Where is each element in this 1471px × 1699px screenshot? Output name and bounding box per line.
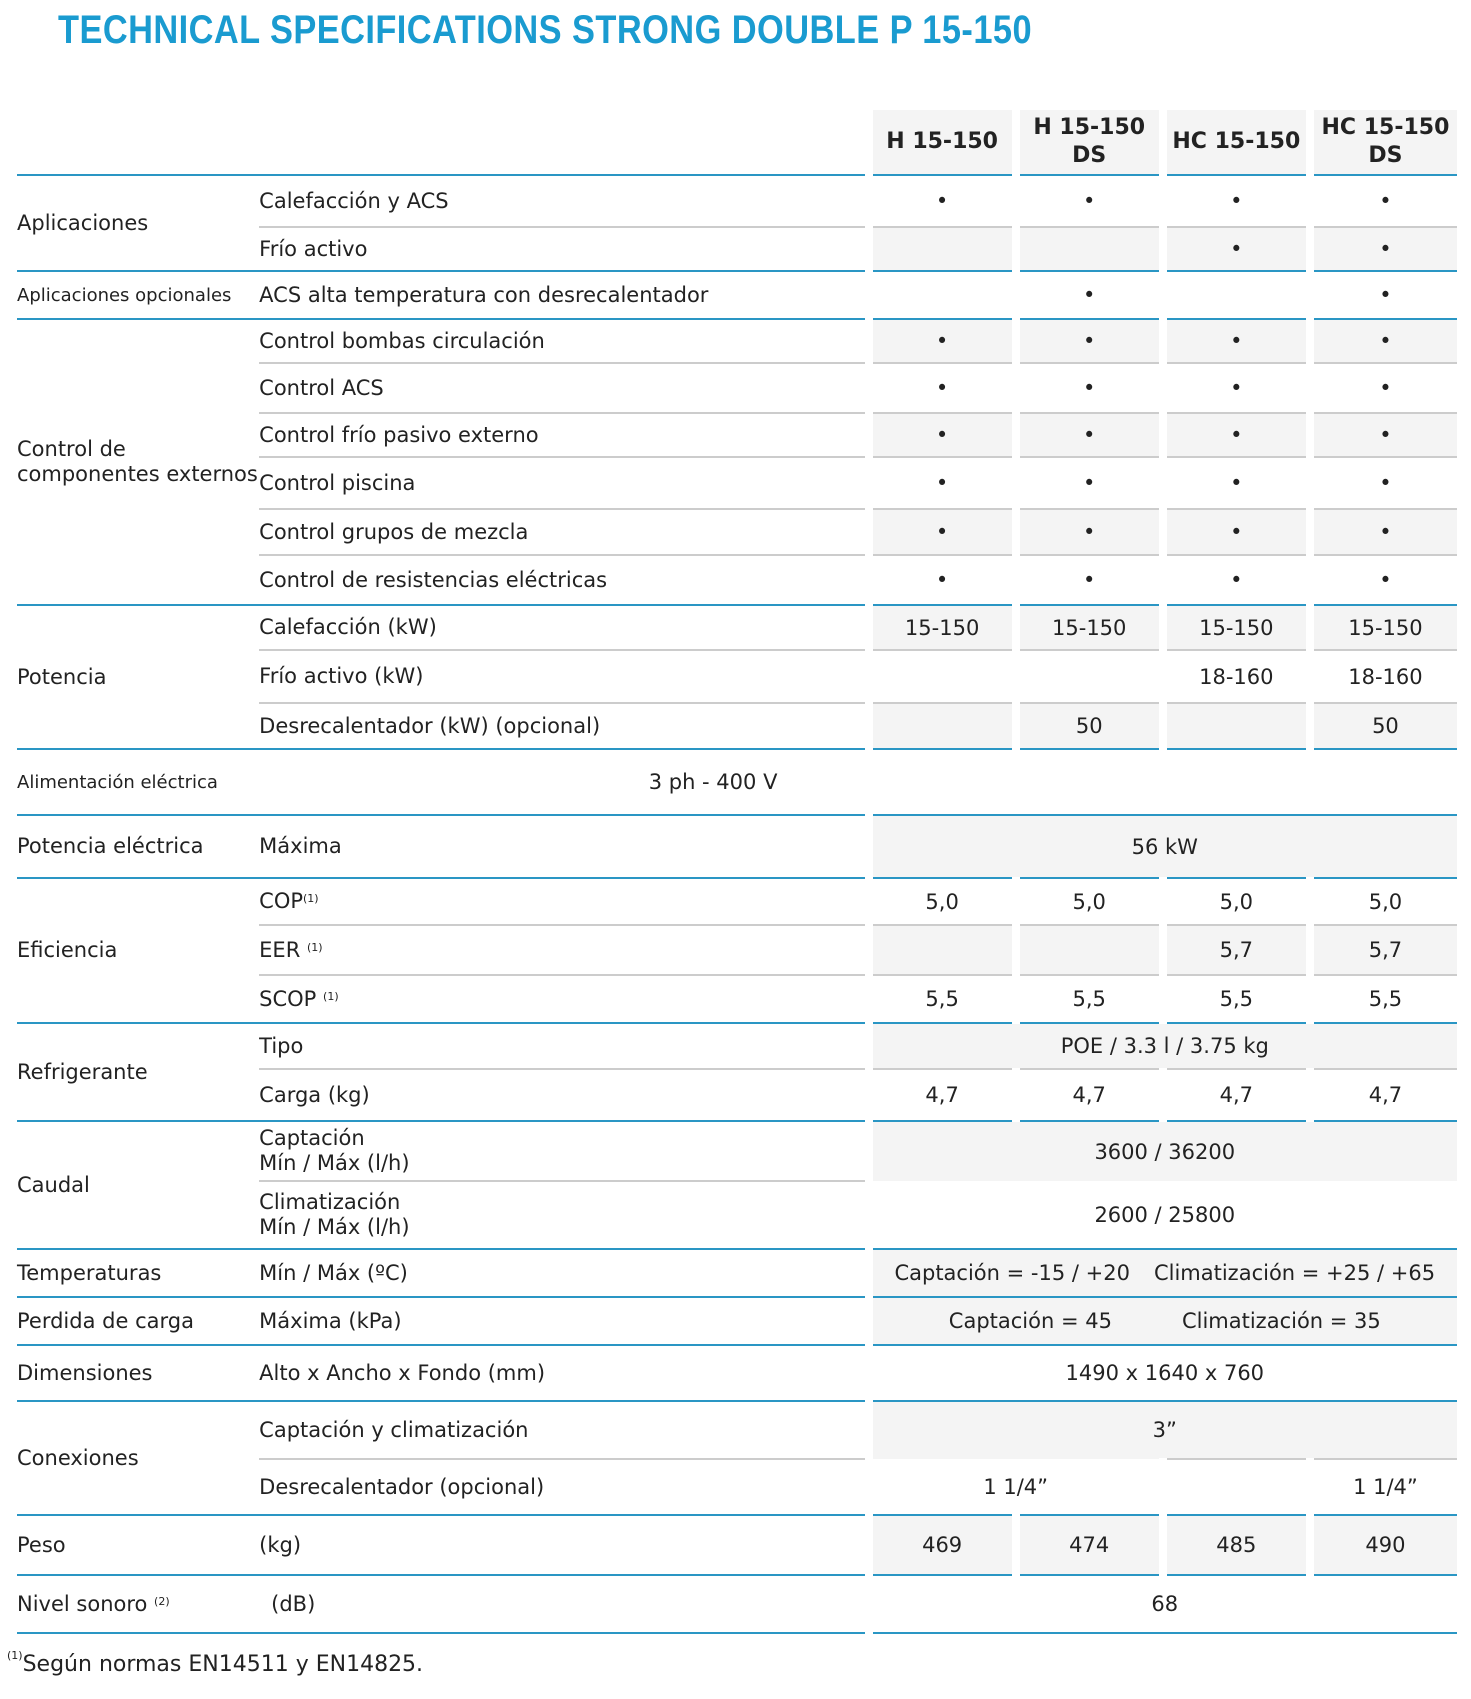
cell-value: • bbox=[1016, 555, 1163, 605]
row-label bbox=[259, 878, 868, 925]
category-label: Refrigerante bbox=[17, 1023, 259, 1121]
category-label: Eficiencia bbox=[17, 878, 259, 1023]
cell-value: 50 bbox=[1310, 703, 1457, 749]
cell-value: 3” bbox=[869, 1401, 1457, 1459]
cell-value: • bbox=[1163, 175, 1310, 227]
cell-value: • bbox=[869, 413, 1016, 457]
row-label-line: Mín / Máx (l/h) bbox=[259, 1151, 410, 1175]
cell-value: 4,7 bbox=[1310, 1069, 1457, 1121]
cell-value: • bbox=[869, 457, 1016, 509]
model-header bbox=[1163, 110, 1310, 175]
category-label: Caudal bbox=[17, 1121, 259, 1249]
value-b: Climatización = +25 / +65 bbox=[1153, 1261, 1436, 1285]
cell-value bbox=[869, 925, 1016, 975]
cell-value: 2600 / 25800 bbox=[869, 1181, 1457, 1249]
cell-value: • bbox=[1163, 555, 1310, 605]
value-b: Climatización = 35 bbox=[1181, 1309, 1381, 1333]
cell-value: 5,0 bbox=[869, 878, 1016, 925]
cell-value: 5,7 bbox=[1310, 925, 1457, 975]
cell-value bbox=[1163, 271, 1310, 319]
footnote-text: Según normas EN14511 y EN14825. bbox=[22, 1652, 424, 1677]
cell-value: 1490 x 1640 x 760 bbox=[869, 1345, 1457, 1401]
header-blank bbox=[17, 110, 259, 175]
row-label-line: Mín / Máx (l/h) bbox=[259, 1215, 410, 1239]
cell-value: 18-160 bbox=[1310, 650, 1457, 703]
row-label: Control ACS bbox=[259, 363, 868, 413]
row-label bbox=[259, 975, 868, 1023]
cell-value: POE / 3.3 l / 3.75 kg bbox=[869, 1023, 1457, 1069]
category-label: Peso bbox=[17, 1515, 259, 1575]
cell-value: 485 bbox=[1163, 1515, 1310, 1575]
row-label: Captación y climatización bbox=[259, 1401, 868, 1459]
value-a: Captación = -15 / +20 bbox=[894, 1261, 1130, 1285]
table-row bbox=[17, 271, 1457, 319]
cell-value: 490 bbox=[1310, 1515, 1457, 1575]
table-row bbox=[17, 175, 1457, 227]
model-header bbox=[869, 110, 1016, 175]
cell-value: 469 bbox=[869, 1515, 1016, 1575]
category-label: Aplicaciones bbox=[17, 175, 259, 271]
category-label: Temperaturas bbox=[17, 1249, 259, 1297]
cell-value: • bbox=[1163, 413, 1310, 457]
cell-value: 474 bbox=[1016, 1515, 1163, 1575]
footnote-ref: (2) bbox=[154, 1594, 170, 1608]
cell-value: 50 bbox=[1016, 703, 1163, 749]
cell-value: 4,7 bbox=[1016, 1069, 1163, 1121]
category-label: Potencia bbox=[17, 605, 259, 749]
footnote-ref: (1) bbox=[303, 892, 319, 905]
cell-value: 18-160 bbox=[1163, 650, 1310, 703]
cell-value bbox=[1016, 227, 1163, 271]
cell-value: 68 bbox=[869, 1575, 1457, 1633]
category-label: Control de componentes externos bbox=[17, 319, 259, 605]
cell-value: • bbox=[1310, 227, 1457, 271]
spec-table bbox=[17, 110, 1457, 1634]
row-label: Control frío pasivo externo bbox=[259, 413, 868, 457]
cell-value: 3600 / 36200 bbox=[869, 1121, 1457, 1181]
cell-value: 1 1/4” bbox=[869, 1459, 1163, 1515]
category-label bbox=[17, 1575, 259, 1633]
table-row bbox=[17, 1345, 1457, 1401]
table-row bbox=[17, 1249, 1457, 1297]
row-label-text: EER bbox=[259, 937, 307, 962]
category-label: Potencia eléctrica bbox=[17, 815, 259, 878]
cell-value: • bbox=[1310, 555, 1457, 605]
model-header bbox=[1016, 110, 1163, 175]
cell-value: • bbox=[1016, 271, 1163, 319]
row-label: Desrecalentador (opcional) bbox=[259, 1459, 868, 1515]
cell-value bbox=[1163, 703, 1310, 749]
cell-value: • bbox=[1310, 271, 1457, 319]
row-label: ACS alta temperatura con desrecalentador bbox=[259, 271, 868, 319]
cell-value: 15-150 bbox=[1310, 605, 1457, 650]
table-row bbox=[17, 815, 1457, 878]
model-header bbox=[1310, 110, 1457, 175]
cell-value: 5,5 bbox=[1310, 975, 1457, 1023]
category-label: Aplicaciones opcionales bbox=[17, 271, 259, 319]
table-row bbox=[17, 749, 1457, 815]
cell-value: 5,7 bbox=[1163, 925, 1310, 975]
cell-value: 5,5 bbox=[869, 975, 1016, 1023]
cell-value: • bbox=[1310, 413, 1457, 457]
model-name: HC 15-150 bbox=[1172, 129, 1301, 154]
header-blank bbox=[259, 110, 868, 175]
row-label bbox=[259, 1121, 868, 1181]
row-label: Control de resistencias eléctricas bbox=[259, 555, 868, 605]
cell-value: • bbox=[1163, 227, 1310, 271]
row-label: Desrecalentador (kW) (opcional) bbox=[259, 703, 868, 749]
category-label: Alimentación eléctrica bbox=[17, 749, 259, 815]
cell-value: 5,5 bbox=[1163, 975, 1310, 1023]
cell-value bbox=[1016, 650, 1163, 703]
cell-value: • bbox=[1016, 363, 1163, 413]
cell-value: 15-150 bbox=[869, 605, 1016, 650]
cell-value: 5,0 bbox=[1163, 878, 1310, 925]
table-row bbox=[17, 1023, 1457, 1069]
cell-value: • bbox=[1163, 319, 1310, 363]
row-label bbox=[259, 925, 868, 975]
row-label-line: Climatización bbox=[259, 1190, 401, 1214]
model-name: H 15-150 bbox=[1033, 115, 1146, 140]
cell-value: 4,7 bbox=[869, 1069, 1016, 1121]
model-name: H 15-150 bbox=[886, 129, 998, 154]
row-label: (dB) bbox=[259, 1575, 868, 1633]
cell-value: 5,5 bbox=[1016, 975, 1163, 1023]
page-title: TECHNICAL SPECIFICATIONS STRONG DOUBLE P 15-150 bbox=[58, 8, 1033, 52]
row-label bbox=[259, 1181, 868, 1249]
footnote-ref: (1) bbox=[306, 940, 323, 954]
table-row bbox=[17, 605, 1457, 650]
cell-value: 5,0 bbox=[1310, 878, 1457, 925]
row-label: Frío activo (kW) bbox=[259, 650, 868, 703]
cell-value: • bbox=[1016, 509, 1163, 555]
model-suffix: DS bbox=[1368, 143, 1403, 168]
cell-value bbox=[869, 1297, 1457, 1345]
header-row bbox=[17, 110, 1457, 175]
table-row bbox=[17, 1401, 1457, 1459]
model-name: HC 15-150 bbox=[1321, 115, 1450, 140]
cell-value: • bbox=[1016, 319, 1163, 363]
row-label: Alto x Ancho x Fondo (mm) bbox=[259, 1345, 868, 1401]
cell-value: • bbox=[1163, 363, 1310, 413]
table-row bbox=[17, 1297, 1457, 1345]
cell-value: • bbox=[1016, 175, 1163, 227]
footnote bbox=[7, 1649, 424, 1677]
row-label: Calefacción (kW) bbox=[259, 605, 868, 650]
cell-value: 15-150 bbox=[1016, 605, 1163, 650]
cell-value: 1 1/4” bbox=[1310, 1459, 1457, 1515]
cell-value: • bbox=[1163, 509, 1310, 555]
cell-value: 56 kW bbox=[869, 815, 1457, 878]
cell-value bbox=[869, 227, 1016, 271]
row-label: (kg) bbox=[259, 1515, 868, 1575]
row-label: Máxima bbox=[259, 815, 868, 878]
table-row bbox=[17, 1121, 1457, 1181]
cell-value bbox=[1163, 1459, 1310, 1515]
cell-value: • bbox=[1163, 457, 1310, 509]
category-label-text: Nivel sonoro bbox=[17, 1591, 155, 1616]
cell-value bbox=[869, 271, 1016, 319]
table-row bbox=[17, 1575, 1457, 1633]
cell-value: • bbox=[1310, 175, 1457, 227]
footnote-mark: (1) bbox=[7, 1649, 23, 1662]
cell-value: 4,7 bbox=[1163, 1069, 1310, 1121]
row-label: Calefacción y ACS bbox=[259, 175, 868, 227]
cell-value: • bbox=[869, 555, 1016, 605]
row-label: Máxima (kPa) bbox=[259, 1297, 868, 1345]
table-row bbox=[17, 1515, 1457, 1575]
row-label: Frío activo bbox=[259, 227, 868, 271]
cell-value: • bbox=[1310, 457, 1457, 509]
row-label: Mín / Máx (ºC) bbox=[259, 1249, 868, 1297]
row-label: Control piscina bbox=[259, 457, 868, 509]
row-label-line: Captación bbox=[259, 1126, 365, 1150]
row-label-text: SCOP bbox=[259, 986, 324, 1011]
table-row bbox=[17, 319, 1457, 363]
cell-value: • bbox=[869, 509, 1016, 555]
row-label: Tipo bbox=[259, 1023, 868, 1069]
cell-value: • bbox=[1016, 457, 1163, 509]
cell-value: • bbox=[869, 175, 1016, 227]
cell-value bbox=[869, 1249, 1457, 1297]
row-label: Control bombas circulación bbox=[259, 319, 868, 363]
cell-value: 15-150 bbox=[1163, 605, 1310, 650]
table-row bbox=[17, 878, 1457, 925]
cell-value: • bbox=[1016, 413, 1163, 457]
cell-value bbox=[869, 703, 1016, 749]
cell-value: • bbox=[1310, 363, 1457, 413]
value-a: Captación = 45 bbox=[948, 1309, 1112, 1333]
cell-value: • bbox=[1310, 509, 1457, 555]
cell-value: • bbox=[869, 363, 1016, 413]
footnote-ref: (1) bbox=[323, 989, 339, 1003]
cell-value: • bbox=[869, 319, 1016, 363]
row-label-text: COP bbox=[259, 889, 304, 913]
cell-value bbox=[869, 650, 1016, 703]
model-suffix: DS bbox=[1072, 143, 1107, 168]
cell-value: 3 ph - 400 V bbox=[259, 749, 1457, 815]
cell-value: 5,0 bbox=[1016, 878, 1163, 925]
cell-value: • bbox=[1310, 319, 1457, 363]
category-label: Conexiones bbox=[17, 1401, 259, 1515]
cell-value bbox=[1016, 925, 1163, 975]
category-label: Perdida de carga bbox=[17, 1297, 259, 1345]
row-label: Carga (kg) bbox=[259, 1069, 868, 1121]
category-label: Dimensiones bbox=[17, 1345, 259, 1401]
row-label: Control grupos de mezcla bbox=[259, 509, 868, 555]
